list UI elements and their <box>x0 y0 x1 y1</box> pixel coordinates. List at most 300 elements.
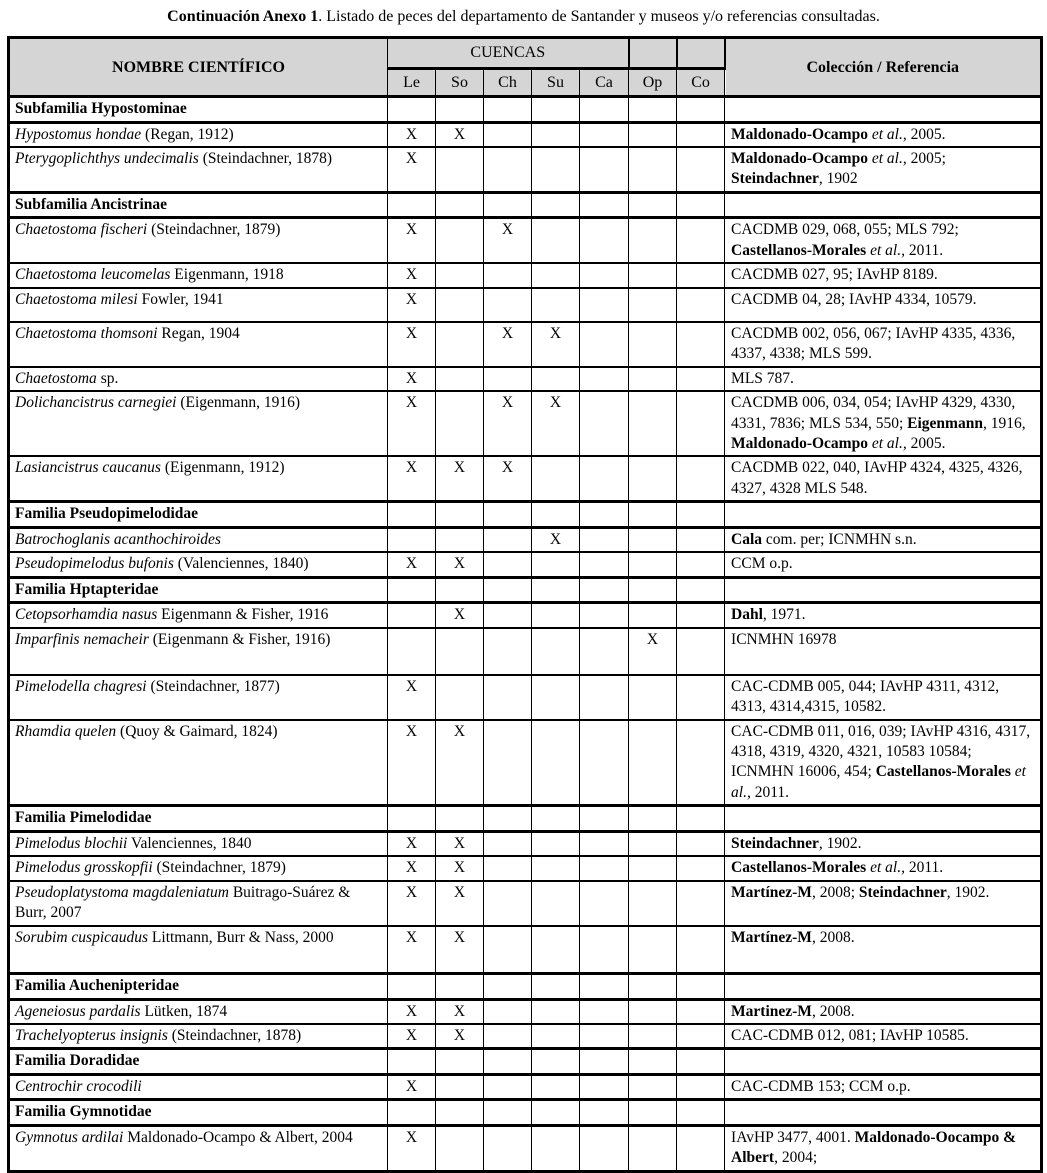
text-segment: , 1902. <box>946 883 990 901</box>
taxon-group-cell <box>9 577 388 602</box>
species-name-cell <box>9 1125 388 1171</box>
basin-mark-cell-ca <box>580 831 629 856</box>
text-segment: Steindachner <box>731 170 819 188</box>
species-name-cell <box>9 288 388 322</box>
species-row <box>9 263 1042 287</box>
basin-mark-cell-le: X <box>388 999 436 1024</box>
text-segment: CAC-CDMB 011, 016, 039; IAvHP 4316, 4317, 4318, 4319, 4320, 4321, 10583 10584; ICNMHN 16006, 454; <box>731 722 1031 781</box>
species-row <box>9 881 1042 926</box>
text-segment: Familia Doradidae <box>15 1052 140 1070</box>
basin-mark-cell-su <box>532 1100 580 1125</box>
basin-mark-cell-ch <box>484 926 532 974</box>
basin-mark-cell-le: X <box>388 675 436 720</box>
text-segment: , 1971. <box>762 606 806 624</box>
reference-cell <box>725 502 1042 527</box>
basin-mark-cell-su <box>532 999 580 1024</box>
basin-mark-cell-ca <box>580 675 629 720</box>
col-header-empty-co <box>677 38 725 69</box>
basin-mark-cell-co <box>677 974 725 999</box>
basin-mark-cell-su <box>532 263 580 287</box>
text-segment: (Eigenmann, 1916) <box>176 394 300 412</box>
reference-cell <box>725 831 1042 856</box>
basin-mark-cell-ch <box>484 367 532 391</box>
reference-cell <box>725 881 1042 926</box>
basin-mark-cell-le: X <box>388 218 436 263</box>
basin-mark-cell-ch <box>484 1074 532 1099</box>
species-name-cell <box>9 603 388 628</box>
basin-mark-cell-ch <box>484 856 532 880</box>
basin-mark-cell-op <box>629 926 677 974</box>
reference-cell <box>725 1125 1042 1171</box>
basin-mark-cell-le: X <box>388 881 436 926</box>
basin-mark-cell-le: X <box>388 926 436 974</box>
col-header-coleccion-referencia: Colección / Referencia <box>725 38 1042 97</box>
species-name-cell <box>9 831 388 856</box>
reference-cell <box>725 456 1042 501</box>
basin-mark-cell-so <box>436 192 484 217</box>
text-segment: CAC-CDMB 153; CCM o.p. <box>731 1077 911 1095</box>
basin-mark-cell-co <box>677 1074 725 1099</box>
species-row <box>9 391 1042 456</box>
species-name-cell <box>9 1024 388 1049</box>
basin-mark-cell-su <box>532 456 580 501</box>
reference-cell <box>725 367 1042 391</box>
basin-mark-cell-le: X <box>388 122 436 147</box>
basin-mark-cell-op <box>629 806 677 831</box>
species-row <box>9 527 1042 552</box>
text-segment: Familia Hptapteridae <box>15 580 159 598</box>
text-segment: et al., <box>867 435 907 452</box>
basin-mark-cell-so <box>436 288 484 322</box>
reference-cell <box>725 192 1042 217</box>
text-segment: Imparfinis nemacheir <box>15 630 149 648</box>
text-segment: Centrochir crocodili <box>15 1077 142 1095</box>
species-name-cell <box>9 881 388 926</box>
basin-mark-cell-ca <box>580 456 629 501</box>
text-segment: 2005. <box>906 435 946 452</box>
basin-mark-cell-ch <box>484 628 532 675</box>
basin-mark-cell-ca <box>580 1100 629 1125</box>
basin-mark-cell-co <box>677 1049 725 1074</box>
basin-mark-cell-le: X <box>388 1074 436 1099</box>
species-name-cell <box>9 527 388 552</box>
species-name-cell <box>9 456 388 501</box>
text-segment: Buitrago-Suárez & Burr, 2007 <box>15 883 351 922</box>
basin-mark-cell-le <box>388 628 436 675</box>
text-segment: et al., <box>731 763 1026 801</box>
basin-mark-cell-su <box>532 628 580 675</box>
basin-mark-cell-op <box>629 391 677 456</box>
taxon-group-cell <box>9 974 388 999</box>
reference-cell <box>725 97 1042 122</box>
text-segment: Lasiancistrus caucanus <box>15 459 161 477</box>
basin-mark-cell-le: X <box>388 147 436 192</box>
taxon-group-row <box>9 974 1042 999</box>
text-segment: Familia Pseudopimelodidae <box>15 505 198 523</box>
taxon-group-row <box>9 1049 1042 1074</box>
basin-mark-cell-ca <box>580 926 629 974</box>
text-segment: CAC-CDMB 005, 044; IAvHP 4311, 4312, 4313, 4314,4315, 10582. <box>731 677 1000 716</box>
basin-mark-cell-ch <box>484 147 532 192</box>
text-segment: 2011. <box>750 783 790 801</box>
text-segment: (Steindachner, 1877) <box>146 677 280 695</box>
species-row <box>9 218 1042 263</box>
species-row <box>9 926 1042 974</box>
basin-mark-cell-ch <box>484 122 532 147</box>
text-segment: , 2008. <box>811 928 855 946</box>
basin-mark-cell-su <box>532 675 580 720</box>
species-name-cell <box>9 675 388 720</box>
basin-mark-cell-op <box>629 1100 677 1125</box>
basin-mark-cell-su <box>532 552 580 577</box>
basin-mark-cell-so <box>436 1125 484 1171</box>
reference-cell <box>725 552 1042 577</box>
text-segment: (Valenciennes, 1840) <box>173 555 309 573</box>
species-row <box>9 122 1042 147</box>
basin-mark-cell-ca <box>580 367 629 391</box>
taxon-group-row <box>9 806 1042 831</box>
basin-mark-cell-co <box>677 391 725 456</box>
basin-mark-cell-ch <box>484 831 532 856</box>
basin-mark-cell-ca <box>580 391 629 456</box>
reference-cell <box>725 720 1042 806</box>
basin-mark-cell-le <box>388 806 436 831</box>
basin-mark-cell-ch <box>484 288 532 322</box>
basin-mark-cell-le: X <box>388 367 436 391</box>
taxon-group-cell <box>9 1100 388 1125</box>
basin-mark-cell-ch <box>484 881 532 926</box>
reference-cell <box>725 926 1042 974</box>
basin-mark-cell-su <box>532 218 580 263</box>
basin-mark-cell-so: X <box>436 456 484 501</box>
basin-mark-cell-le: X <box>388 1125 436 1171</box>
text-segment: (Steindachner, 1879) <box>152 859 286 877</box>
taxon-group-row <box>9 1100 1042 1125</box>
basin-mark-cell-co <box>677 806 725 831</box>
basin-mark-cell-ca <box>580 999 629 1024</box>
taxon-group-row <box>9 192 1042 217</box>
basin-mark-cell-ch <box>484 263 532 287</box>
species-row <box>9 1024 1042 1049</box>
basin-mark-cell-ca <box>580 974 629 999</box>
basin-col-header-co: Co <box>677 69 725 97</box>
basin-mark-cell-su <box>532 367 580 391</box>
basin-mark-cell-ca <box>580 720 629 806</box>
text-segment: IAvHP 3477, 4001. <box>731 1128 855 1146</box>
text-segment: (Steindachner, 1878) <box>198 150 333 168</box>
text-segment: (Eigenmann & Fisher, 1916) <box>148 630 331 648</box>
basin-mark-cell-op <box>629 577 677 602</box>
text-segment: sp. <box>96 369 119 387</box>
text-segment: CACDMB 04, 28; IAvHP 4334, 10579. <box>731 290 977 308</box>
reference-cell <box>725 1074 1042 1099</box>
basin-mark-cell-so: X <box>436 603 484 628</box>
text-segment: (Regan, 1912) <box>141 125 234 143</box>
species-row <box>9 456 1042 501</box>
basin-mark-cell-ch <box>484 1100 532 1125</box>
species-name-cell <box>9 856 388 880</box>
text-segment: , 2008; <box>811 883 859 901</box>
text-segment: Cala <box>731 530 763 548</box>
species-row <box>9 831 1042 856</box>
text-segment: Subfamilia Ancistrinae <box>15 195 168 213</box>
text-segment: Dolichancistrus carnegiei <box>15 394 177 412</box>
basin-mark-cell-co <box>677 1125 725 1171</box>
basin-mark-cell-co <box>677 1100 725 1125</box>
text-segment: Eigenmann <box>907 414 983 432</box>
table-body <box>9 97 1042 1172</box>
species-row <box>9 552 1042 577</box>
basin-mark-cell-so <box>436 322 484 367</box>
text-segment: Subfamilia Hypostominae <box>15 100 187 118</box>
basin-mark-cell-le <box>388 192 436 217</box>
basin-mark-cell-co <box>677 881 725 926</box>
text-segment: Maldonado-Ocampo <box>731 435 868 452</box>
text-segment: Chaetostoma thomsoni <box>15 324 158 342</box>
basin-mark-cell-ca <box>580 1125 629 1171</box>
basin-mark-cell-le: X <box>388 720 436 806</box>
species-row <box>9 288 1042 322</box>
basin-mark-cell-op <box>629 856 677 880</box>
basin-mark-cell-ch: X <box>484 456 532 501</box>
basin-mark-cell-su <box>532 806 580 831</box>
species-name-cell <box>9 1074 388 1099</box>
basin-mark-cell-op <box>629 322 677 367</box>
text-segment: CACDMB 006, 034, 054; IAvHP 4329, 4330, 4331, 7836; MLS 534, 550; <box>731 394 1016 432</box>
basin-mark-cell-su <box>532 147 580 192</box>
text-segment: Hypostomus hondae <box>15 125 142 143</box>
text-segment: com. per; ICNMHN s.n. <box>762 530 917 548</box>
basin-mark-cell-ca <box>580 577 629 602</box>
basin-mark-cell-op <box>629 527 677 552</box>
text-segment: Pterygoplichthys undecimalis <box>15 150 199 168</box>
reference-cell <box>725 999 1042 1024</box>
basin-mark-cell-so <box>436 97 484 122</box>
basin-mark-cell-co <box>677 322 725 367</box>
basin-col-header-le: Le <box>388 69 436 97</box>
text-segment: Littmann, Burr & Nass, 2000 <box>148 928 334 946</box>
taxon-group-cell <box>9 806 388 831</box>
species-table <box>7 36 1043 1173</box>
basin-mark-cell-op <box>629 1125 677 1171</box>
basin-mark-cell-op <box>629 1024 677 1049</box>
basin-mark-cell-co <box>677 720 725 806</box>
species-name-cell <box>9 367 388 391</box>
species-name-cell <box>9 147 388 192</box>
col-header-cuencas: CUENCAS <box>388 38 629 69</box>
text-segment: Maldonado-Oocampo & Albert <box>731 1128 1017 1167</box>
basin-col-header-ch: Ch <box>484 69 532 97</box>
basin-mark-cell-op <box>629 218 677 263</box>
reference-cell <box>725 147 1042 192</box>
basin-mark-cell-co <box>677 628 725 675</box>
taxon-group-cell <box>9 192 388 217</box>
text-segment: Pseudoplatystoma magdaleniatum <box>15 883 229 901</box>
basin-mark-cell-le: X <box>388 263 436 287</box>
basin-mark-cell-so <box>436 1100 484 1125</box>
basin-mark-cell-ca <box>580 856 629 880</box>
species-row <box>9 628 1042 675</box>
basin-mark-cell-ch: X <box>484 322 532 367</box>
basin-mark-cell-ch <box>484 527 532 552</box>
species-name-cell <box>9 263 388 287</box>
species-name-cell <box>9 628 388 675</box>
basin-mark-cell-ch <box>484 1024 532 1049</box>
basin-mark-cell-su <box>532 1049 580 1074</box>
basin-mark-cell-so <box>436 1049 484 1074</box>
basin-mark-cell-so: X <box>436 999 484 1024</box>
text-segment: Maldonado-Ocampo & Albert, 2004 <box>123 1128 353 1146</box>
text-segment: CAC-CDMB 012, 081; IAvHP 10585. <box>731 1027 969 1045</box>
reference-cell <box>725 263 1042 287</box>
basin-mark-cell-co <box>677 603 725 628</box>
basin-mark-cell-su <box>532 1024 580 1049</box>
basin-mark-cell-op <box>629 603 677 628</box>
basin-mark-cell-le <box>388 1100 436 1125</box>
basin-mark-cell-op <box>629 456 677 501</box>
basin-mark-cell-so: X <box>436 856 484 880</box>
text-segment: Maldonado-Ocampo <box>731 125 868 143</box>
text-segment: Sorubim cuspicaudus <box>15 928 149 946</box>
basin-mark-cell-so <box>436 577 484 602</box>
text-segment: Valenciennes, 1840 <box>127 834 252 852</box>
basin-mark-cell-ca <box>580 97 629 122</box>
basin-mark-cell-so: X <box>436 720 484 806</box>
species-row <box>9 322 1042 367</box>
reference-cell <box>725 322 1042 367</box>
text-segment: Steindachner <box>858 883 947 901</box>
text-segment: Martinez-M <box>731 1002 812 1020</box>
basin-mark-cell-ch <box>484 552 532 577</box>
basin-mark-cell-so <box>436 263 484 287</box>
basin-mark-cell-co <box>677 97 725 122</box>
basin-mark-cell-su <box>532 288 580 322</box>
reference-cell <box>725 218 1042 263</box>
text-segment: (Steindachner, 1879) <box>147 221 281 239</box>
reference-cell <box>725 675 1042 720</box>
text-segment: Martínez-M <box>731 928 812 946</box>
basin-mark-cell-co <box>677 1024 725 1049</box>
header-row-top <box>9 38 1042 69</box>
basin-mark-cell-le: X <box>388 391 436 456</box>
basin-mark-cell-le: X <box>388 322 436 367</box>
basin-mark-cell-le <box>388 97 436 122</box>
text-segment: , 1902. <box>818 834 862 852</box>
text-segment: Gymnotus ardilai <box>15 1128 124 1146</box>
text-segment: et al., <box>866 859 905 877</box>
basin-col-header-su: Su <box>532 69 580 97</box>
text-segment: (Quoy & Gaimard, 1824) <box>116 722 278 740</box>
text-segment: , 1902 <box>818 170 858 188</box>
text-segment: Chaetostoma milesi <box>15 290 138 308</box>
basin-mark-cell-le: X <box>388 288 436 322</box>
text-segment: et al., <box>867 150 907 168</box>
basin-mark-cell-le: X <box>388 856 436 880</box>
basin-mark-cell-so <box>436 218 484 263</box>
text-segment: Eigenmann, 1918 <box>170 266 284 284</box>
taxon-group-cell <box>9 97 388 122</box>
basin-mark-cell-so: X <box>436 122 484 147</box>
text-segment: Ageneiosus pardalis <box>15 1002 141 1020</box>
species-name-cell <box>9 720 388 806</box>
species-row <box>9 367 1042 391</box>
taxon-group-row <box>9 97 1042 122</box>
taxon-group-cell <box>9 1049 388 1074</box>
basin-mark-cell-ca <box>580 147 629 192</box>
text-segment: et al., <box>866 241 905 259</box>
text-segment: 2011. <box>904 241 944 259</box>
basin-mark-cell-op <box>629 263 677 287</box>
title-rest-part: . Listado de peces del departamento de Santander y museos y/o referencias consultadas. <box>318 8 880 25</box>
basin-mark-cell-ca <box>580 263 629 287</box>
text-segment: Familia Gymnotidae <box>15 1103 152 1121</box>
text-segment: Pimelodus blochii <box>15 834 128 852</box>
basin-mark-cell-ca <box>580 192 629 217</box>
text-segment: Pimelodus grosskopfii <box>15 859 153 877</box>
text-segment: 2005. <box>906 125 946 143</box>
basin-mark-cell-su <box>532 97 580 122</box>
basin-mark-cell-op: X <box>629 628 677 675</box>
basin-mark-cell-su <box>532 974 580 999</box>
species-name-cell <box>9 218 388 263</box>
reference-cell <box>725 628 1042 675</box>
basin-mark-cell-so <box>436 367 484 391</box>
basin-mark-cell-op <box>629 367 677 391</box>
basin-mark-cell-op <box>629 974 677 999</box>
basin-mark-cell-ca <box>580 218 629 263</box>
reference-cell <box>725 577 1042 602</box>
text-segment: Eigenmann & Fisher, 1916 <box>157 606 329 624</box>
title-bold-part: Continuación Anexo 1 <box>167 8 319 25</box>
reference-cell <box>725 974 1042 999</box>
text-segment: (Steindachner, 1878) <box>167 1027 302 1045</box>
species-name-cell <box>9 322 388 367</box>
basin-mark-cell-le <box>388 1049 436 1074</box>
basin-mark-cell-co <box>677 552 725 577</box>
text-segment: Rhamdia quelen <box>15 722 117 740</box>
text-segment: Chaetostoma fischeri <box>15 221 148 239</box>
basin-mark-cell-le <box>388 502 436 527</box>
basin-mark-cell-so <box>436 1074 484 1099</box>
species-name-cell <box>9 999 388 1024</box>
text-segment: , 1916, <box>982 414 1026 432</box>
reference-cell <box>725 1024 1042 1049</box>
text-segment: CCM o.p. <box>731 555 793 573</box>
basin-mark-cell-ch <box>484 603 532 628</box>
species-row <box>9 603 1042 628</box>
text-segment: Batrochoglanis acanthochiroides <box>15 530 221 548</box>
basin-mark-cell-co <box>677 367 725 391</box>
species-name-cell <box>9 926 388 974</box>
text-segment: Cetopsorhamdia nasus <box>15 606 158 624</box>
basin-mark-cell-op <box>629 881 677 926</box>
text-segment: Castellanos-Morales <box>731 859 867 877</box>
basin-mark-cell-co <box>677 122 725 147</box>
basin-mark-cell-ch <box>484 1125 532 1171</box>
text-segment: , 2008. <box>811 1002 855 1020</box>
basin-mark-cell-so <box>436 391 484 456</box>
text-segment: Trachelyopterus insignis <box>15 1027 168 1045</box>
basin-mark-cell-ca <box>580 1074 629 1099</box>
basin-mark-cell-ca <box>580 806 629 831</box>
basin-mark-cell-ch <box>484 97 532 122</box>
basin-mark-cell-su <box>532 1125 580 1171</box>
basin-mark-cell-ca <box>580 122 629 147</box>
basin-mark-cell-le <box>388 974 436 999</box>
text-segment: Dahl <box>731 606 763 624</box>
text-segment: CACDMB 022, 040, IAvHP 4324, 4325, 4326, 4327, 4328 MLS 548. <box>731 459 1023 497</box>
species-row <box>9 1074 1042 1099</box>
